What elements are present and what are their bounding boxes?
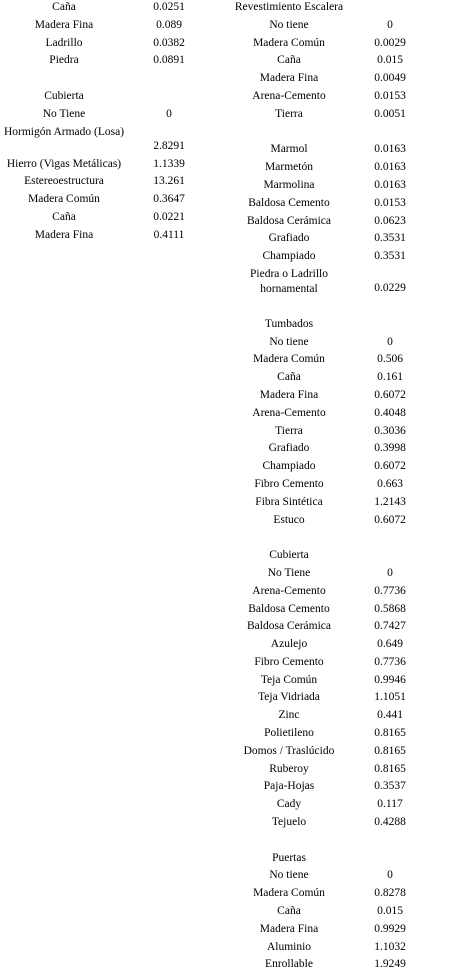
table-row [220,904,458,922]
item-value: 0.7736 [374,655,406,668]
table-row [220,441,458,459]
item-label: Tierra [275,107,303,120]
table-row [0,174,220,192]
item-label: Arena-Cemento [252,584,326,597]
section-title: Puertas [272,851,306,864]
item-label: Caña [277,371,301,384]
table-row [0,53,220,71]
item-value: 1.1051 [374,691,406,704]
item-value: 0.8165 [374,744,406,757]
section-title: Tumbados [264,317,314,330]
item-value: 0.663 [377,477,403,490]
table-row [220,196,458,214]
table-row [220,673,458,691]
item-label: Madera Fina [259,72,319,85]
item-label: Champiado [262,250,316,263]
table-row [220,71,458,89]
item-label: Piedra o Ladrillo hornamental [250,267,328,295]
item-label: Champiado [262,460,316,473]
table-row [220,477,458,495]
left-top-list [0,0,220,71]
table-row [220,53,458,71]
item-label: Baldosa Cemento [248,196,330,209]
item-value: 0.8165 [374,727,406,740]
item-label: Baldosa Cemento [248,602,330,615]
table-row [220,779,458,797]
table-row [220,406,458,424]
table-row [220,922,458,940]
item-label: Marmolina [263,178,315,191]
item-label: Caña [52,1,76,13]
item-label: Madera Común [253,36,325,49]
left-column [0,0,220,246]
revestimiento-list [220,18,458,299]
section-title-revestimiento [220,0,458,18]
left-cubierta-list [0,107,220,246]
item-value: 0 [387,18,393,31]
item-value: 1.1032 [374,940,406,953]
table-row [220,602,458,620]
item-value: 0.015 [377,54,403,67]
table-row [220,940,458,958]
item-value: 0.3998 [374,442,406,455]
item-label: Tejuelo [271,816,307,829]
section-title: Revestimiento Escalera [234,1,344,13]
table-row [220,513,458,531]
item-value: 0 [166,107,172,120]
item-label: Azulejo [270,638,308,651]
item-label: Madera Fina [34,228,94,241]
item-label: Polietileno [264,727,314,740]
item-label: Paja-Hojas [263,780,315,793]
item-label: Domos / Traslúcido [243,744,335,757]
item-value: 0.9929 [374,922,406,935]
table-row [220,249,458,267]
item-value: 0.0229 [374,281,406,294]
table-row [0,157,220,175]
item-label: Tierra [275,424,303,437]
table-row [220,619,458,637]
puertas-list [220,868,458,975]
item-value: 0.6072 [374,513,406,526]
table-row [220,160,458,178]
item-value: 0.0163 [374,161,406,174]
table-row [220,868,458,886]
section-title: Cubierta [269,549,309,562]
item-value: 0.0382 [153,36,185,49]
table-row [220,231,458,249]
item-value: 0.3036 [374,424,406,437]
item-label: Grafiado [268,442,310,455]
table-row [0,192,220,210]
table-row [220,125,458,143]
item-label: Baldosa Cerámica [247,620,331,633]
item-value: 0.0891 [153,54,185,67]
table-row [220,178,458,196]
item-value: 0.089 [156,18,182,31]
item-value: 0 [387,869,393,882]
table-row [0,36,220,54]
item-label: Grafiado [268,232,310,245]
item-label: Ladrillo [45,36,83,49]
table-row [220,726,458,744]
table-row [220,708,458,726]
item-value: 0.3531 [374,250,406,263]
item-value: 0.0251 [153,1,185,13]
table-row [220,797,458,815]
section-title: Cubierta [44,89,84,102]
item-label: No tiene [269,869,309,882]
item-value: 1.9249 [374,958,406,971]
item-label: Fibro Cemento [254,655,324,668]
item-label: Arena-Cemento [252,406,326,419]
item-value: 0.0049 [374,72,406,85]
item-label: Caña [52,210,76,223]
table-row [220,957,458,975]
item-label: No tiene [269,18,309,31]
item-value: 1.2143 [374,495,406,508]
item-label: Teja Común [260,673,318,686]
item-value: 0.649 [377,638,403,651]
table-row [220,335,458,353]
table-row [220,637,458,655]
item-value: 0.6072 [374,460,406,473]
item-label: Arena-Cemento [252,89,326,102]
item-label: Estuco [273,513,305,526]
table-row [220,352,458,370]
table-row [220,36,458,54]
item-value: 0.0623 [374,214,406,227]
table-row [0,107,220,125]
item-label: Madera Común [253,887,325,900]
item-value: 0 [387,566,393,579]
cubierta-list [220,566,458,833]
table-row [220,459,458,477]
item-label: Estereoestructura [24,175,104,188]
table-row [220,370,458,388]
table-row [220,18,458,36]
item-label: Madera Común [28,193,100,206]
item-value: 0.0029 [374,36,406,49]
item-label: Fibra Sintética [255,495,323,508]
table-row [220,566,458,584]
table-row [220,762,458,780]
table-row [220,89,458,107]
item-value: 0.5868 [374,602,406,615]
table-row [0,18,220,36]
item-label: Enrollable [265,958,313,971]
item-label: Teja Vidriada [258,691,320,704]
item-label: Madera Común [253,353,325,366]
table-row [0,210,220,228]
item-label: No Tiene [42,107,86,120]
item-value: 0.6072 [374,388,406,401]
table-row [220,744,458,762]
item-value: 0.4111 [153,228,185,241]
item-value: 0.0163 [374,178,406,191]
item-label: Aluminio [266,940,312,953]
item-value: 0.0051 [374,107,406,120]
table-row [220,886,458,904]
item-label: Madera Fina [34,18,94,31]
item-value: 0.0163 [374,143,406,156]
table-row [0,125,220,157]
item-label: Cady [276,798,302,811]
table-row [0,0,220,18]
table-row [220,655,458,673]
table-row [220,214,458,232]
item-label: Caña [277,905,301,918]
item-value: 0.0153 [374,196,406,209]
item-value: 0.8165 [374,762,406,775]
table-row [220,815,458,833]
table-row [220,142,458,160]
item-value: 0 [387,335,393,348]
item-value: 0.7736 [374,584,406,597]
table-row [220,690,458,708]
item-value: 2.8291 [153,139,185,152]
item-label: Hierro (Vigas Metálicas) [6,157,122,170]
item-value: 0.3531 [374,232,406,245]
section-title-tumbados [220,317,458,335]
table-row [220,267,458,299]
item-label: Baldosa Cerámica [247,214,331,227]
section-title-puertas [220,851,458,869]
table-row [220,495,458,513]
item-value: 0.015 [377,905,403,918]
item-label: No Tiene [267,566,311,579]
item-label: Madera Fina [259,922,319,935]
section-title-cubierta-right [220,548,458,566]
item-label: No tiene [269,335,309,348]
table-row [0,228,220,246]
item-label: Piedra [49,54,79,67]
item-value: 0.3647 [153,193,185,206]
item-value: 0.8278 [374,887,406,900]
item-label: Ruberoy [269,762,309,775]
item-label: Zinc [278,709,300,722]
item-label: Marmetón [265,161,313,174]
item-label: Hormigón Armado (Losa) [3,125,125,138]
item-value: 0.4288 [374,816,406,829]
right-column [220,0,458,975]
tumbados-list [220,335,458,531]
item-value: 1.1339 [153,157,185,170]
item-value: 0.0153 [374,89,406,102]
item-value: 0.4048 [374,406,406,419]
item-label: Marmol [270,143,308,156]
item-value: 13.261 [153,175,185,188]
section-title-cubierta-left [0,89,220,107]
item-value: 0.441 [377,709,403,722]
item-value: 0.3537 [374,780,406,793]
item-label: Madera Fina [259,388,319,401]
item-value: 0.7427 [374,620,406,633]
table-row [220,584,458,602]
item-value: 0.0221 [153,210,185,223]
item-label: Caña [277,54,301,67]
table-row [220,424,458,442]
item-value: 0.161 [377,371,403,384]
table-row [220,107,458,125]
table-row [220,388,458,406]
item-value: 0.506 [377,353,403,366]
item-value: 0.9946 [374,673,406,686]
item-value: 0.117 [377,798,403,811]
item-label: Fibro Cemento [254,477,324,490]
